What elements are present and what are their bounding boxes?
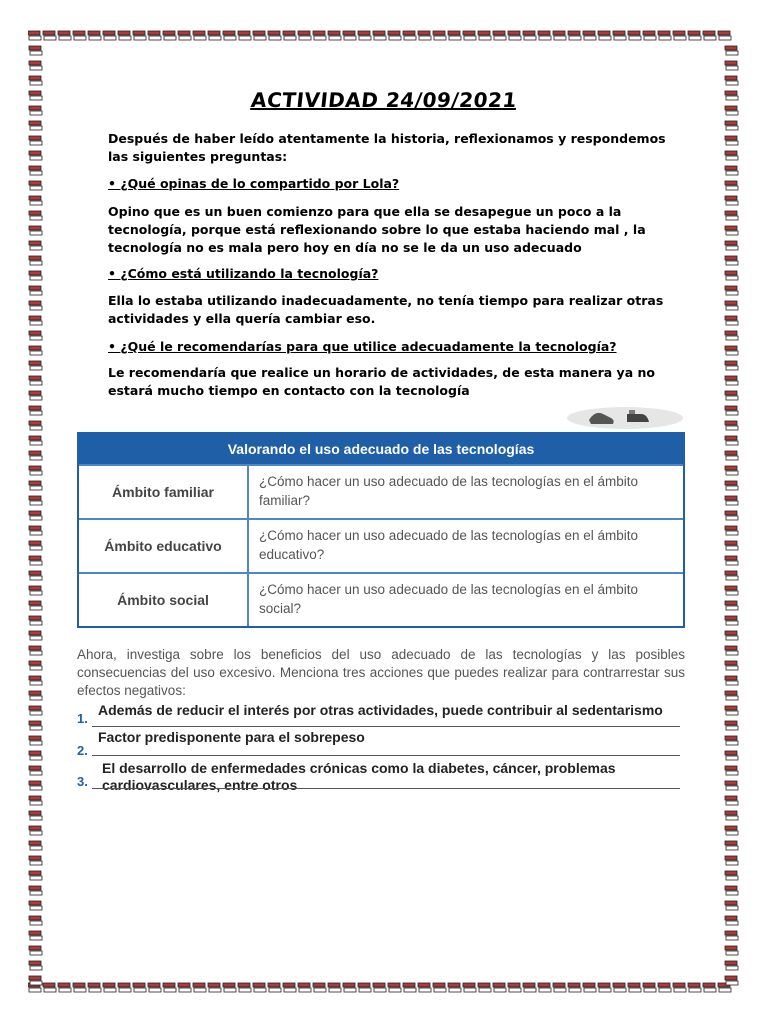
answer-number: 1. <box>77 711 88 726</box>
answer-text: Factor predisponente para el sobrepeso <box>98 729 365 745</box>
answer-line <box>92 788 680 789</box>
technology-table <box>77 432 685 628</box>
answer-line <box>92 755 680 756</box>
table-row <box>79 572 683 626</box>
question-3: • ¿Qué le recomendarías para que utilice adecuadamente la tecnología? <box>108 339 617 354</box>
question-2: • ¿Cómo está utilizando la tecnología? <box>108 266 379 281</box>
table-header: Valorando el uso adecuado de las tecnologías <box>79 434 683 464</box>
table-row <box>79 518 683 572</box>
answer-text: El desarrollo de enfermedades crónicas como la diabetes, cáncer, problemas cardiovasculares, entre otros <box>102 760 616 793</box>
answer-number: 2. <box>77 743 88 758</box>
answer-number: 3. <box>77 774 88 789</box>
answer-line <box>92 726 680 727</box>
question-1: • ¿Qué opinas de lo compartido por Lola? <box>108 176 400 191</box>
table-row <box>79 464 683 518</box>
answer-2: Ella lo estaba utilizando inadecuadamente, no tenía tiempo para realizar otras actividades y ella quería cambiar eso. <box>108 293 664 326</box>
answer-text: Además de reducir el interés por otras actividades, puede contribuir al sedentarismo <box>98 702 663 718</box>
intro-text: Después de haber leído atentamente la historia, reflexionamos y respondemos las siguientes preguntas: <box>108 131 666 164</box>
row-label: Ámbito educativo <box>79 520 249 572</box>
research-prompt: Ahora, investiga sobre los beneficios del uso adecuado de las tecnologías y las posibles consecuencias del uso excesivo. Menciona tres acciones que puedes realizar para contrarrestar sus efectos negativos: <box>77 647 685 698</box>
row-label: Ámbito familiar <box>79 466 249 518</box>
row-question: ¿Cómo hacer un uso adecuado de las tecnologías en el ámbito social? <box>259 582 638 616</box>
page-title: ACTIVIDAD 24/09/2021 <box>249 88 519 112</box>
answer-3: Le recomendaría que realice un horario de actividades, de esta manera ya no estará mucho tiempo en contacto con la tecnología <box>108 365 655 398</box>
row-question: ¿Cómo hacer un uso adecuado de las tecnologías en el ámbito educativo? <box>259 528 638 562</box>
row-label: Ámbito social <box>79 574 249 626</box>
row-question: ¿Cómo hacer un uso adecuado de las tecnologías en el ámbito familiar? <box>259 474 638 508</box>
answer-1: Opino que es un buen comienzo para que ella se desapegue un poco a la tecnología, porque está reflexionando sobre lo que estaba haciendo mal , la tecnología no es mala pero hoy en día no se le da un uso adecuado <box>108 204 646 255</box>
sneakers-illustration <box>565 404 685 430</box>
